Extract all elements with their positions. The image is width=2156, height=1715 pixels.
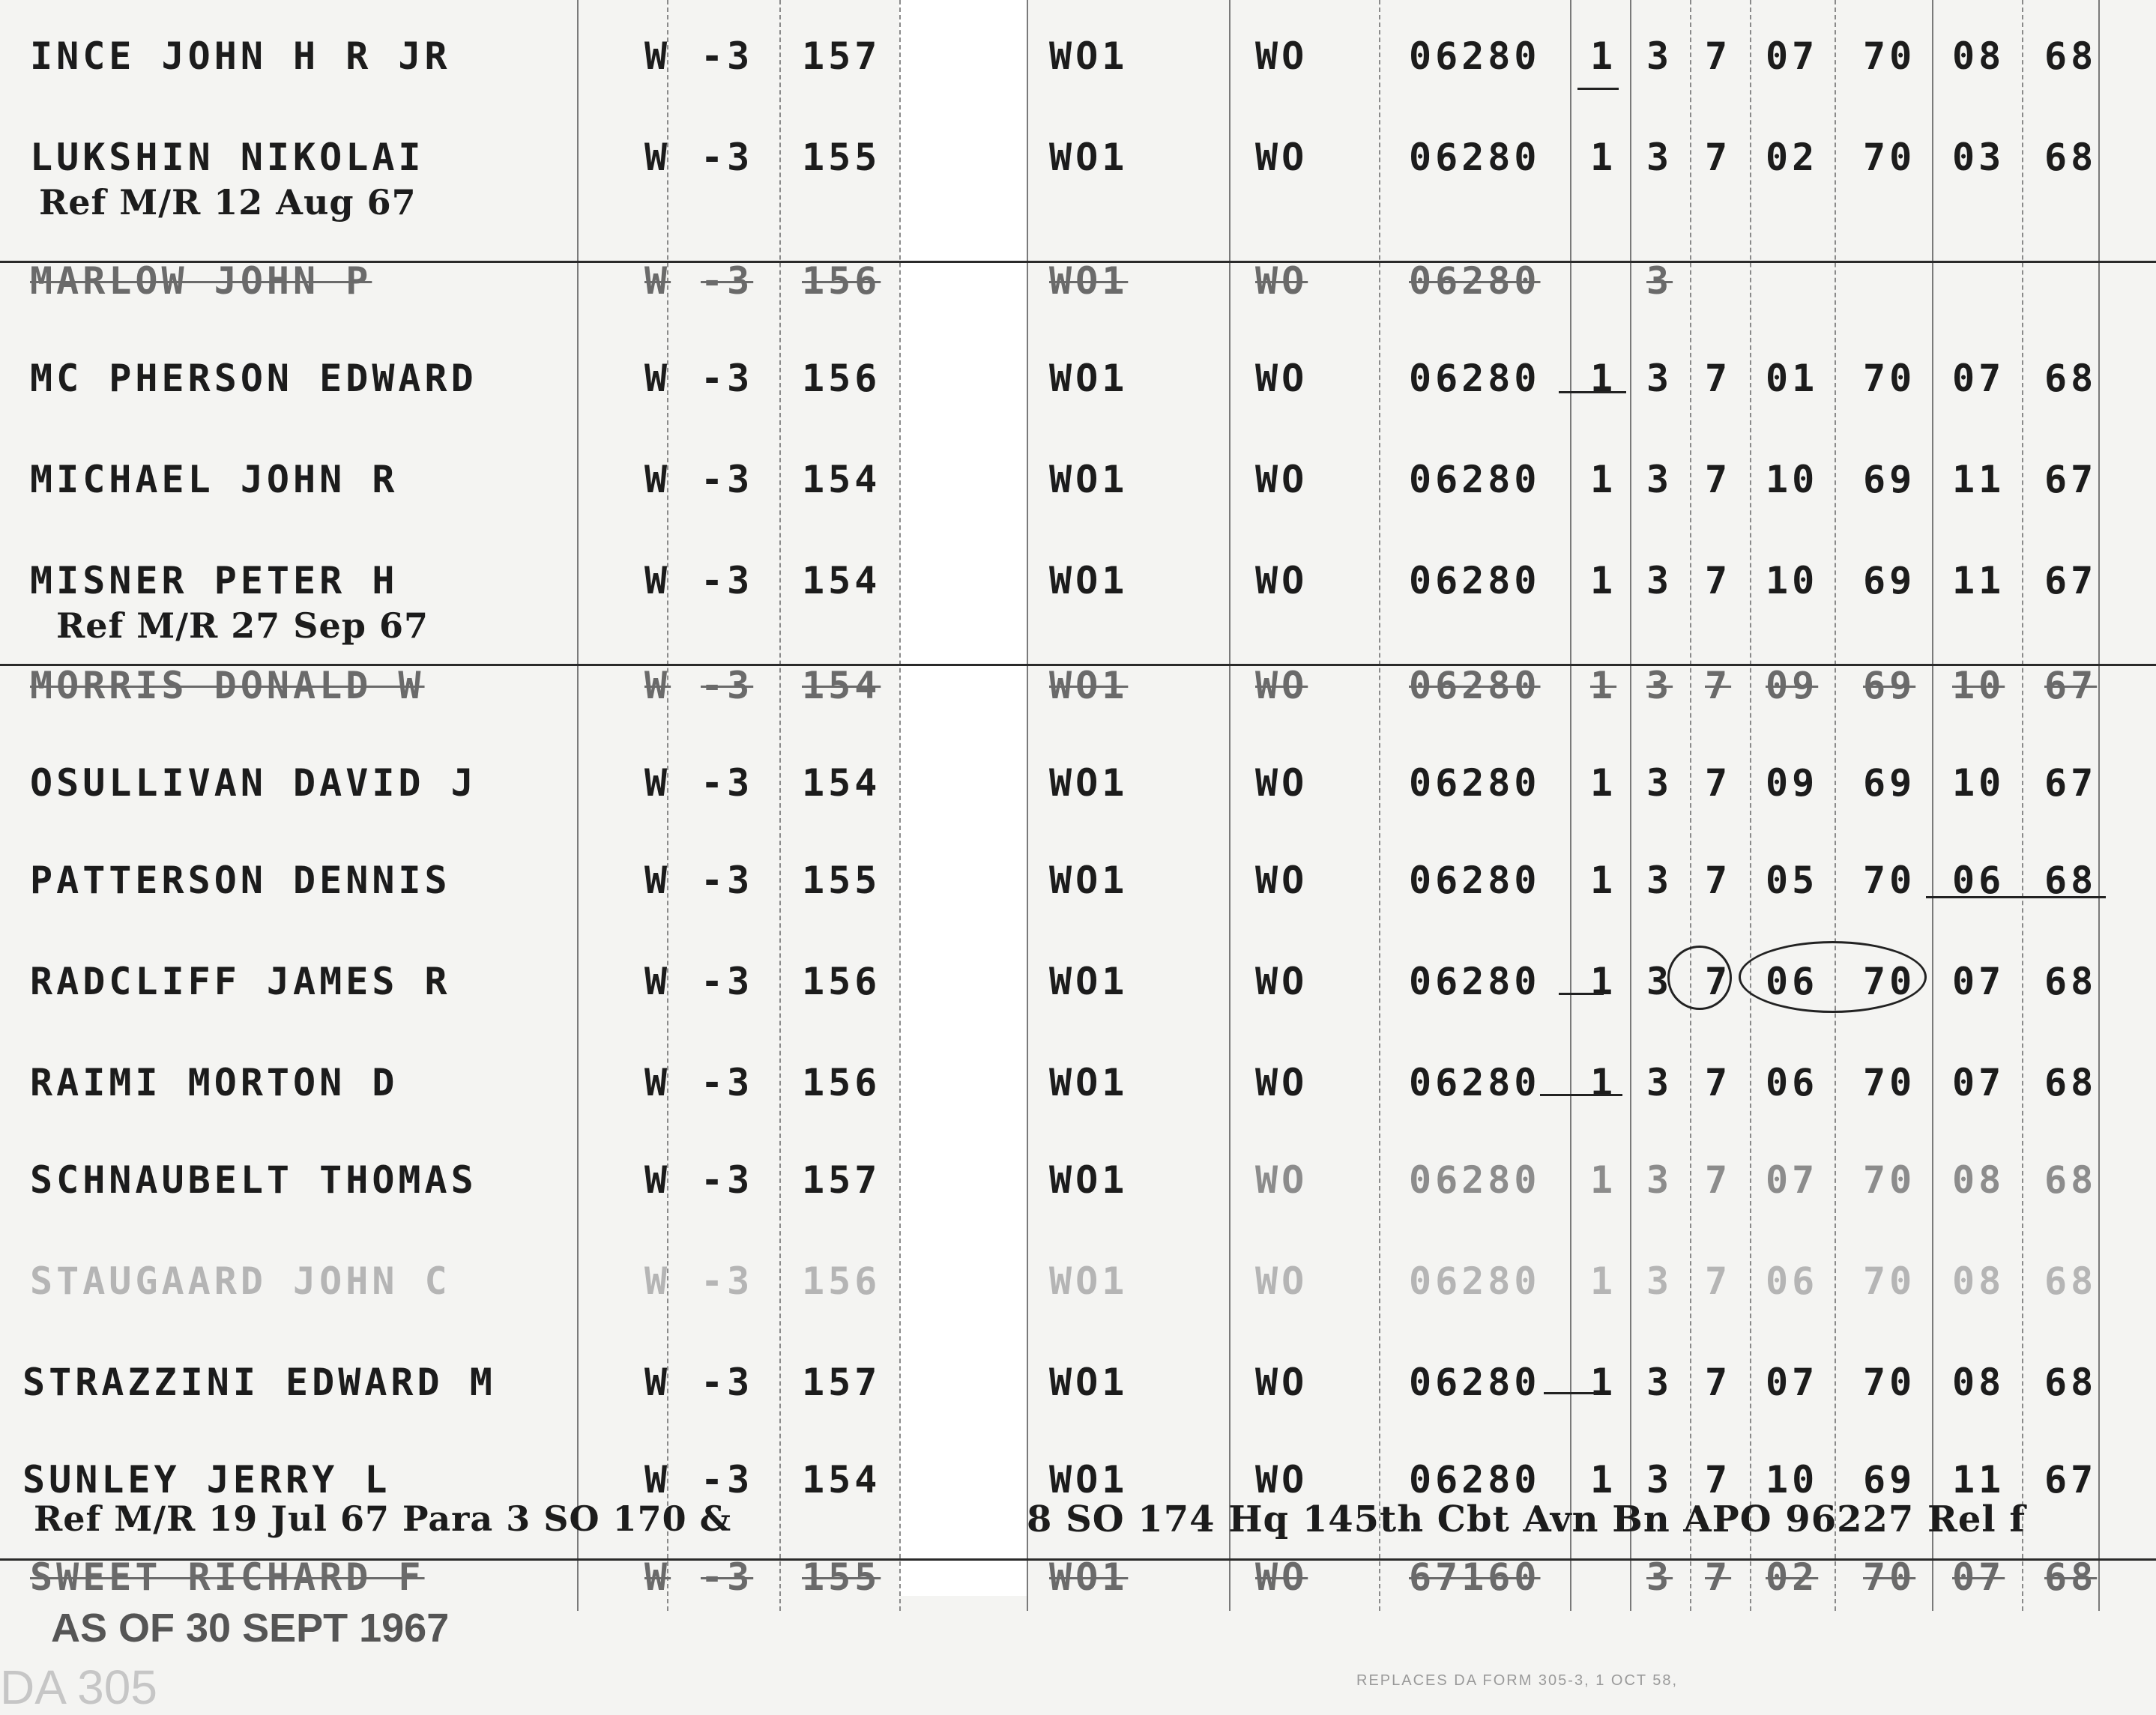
code-b: 3	[1646, 1061, 1673, 1104]
soldier-name: STRAZZINI EDWARD M	[22, 1361, 496, 1404]
rank: WO1	[1049, 960, 1129, 1003]
rank: WO1	[1049, 357, 1129, 400]
date-year-2: 67	[2044, 761, 2098, 805]
sequence-number: 156	[802, 1061, 881, 1104]
code-a: 1	[1590, 1361, 1617, 1404]
rank: WO1	[1049, 458, 1129, 501]
strike-through-line	[0, 664, 2156, 666]
row-note: Ref M/R 19 Jul 67 Para 3 SO 170 &	[34, 1498, 732, 1539]
rank-class: WO	[1255, 1555, 1308, 1599]
code-b: 3	[1646, 1458, 1673, 1501]
rank: WO1	[1049, 1458, 1129, 1501]
date-year-1: 69	[1863, 664, 1916, 707]
component: W	[644, 664, 671, 707]
sequence-number: 157	[802, 34, 881, 78]
soldier-name: MISNER PETER H	[30, 559, 399, 602]
date-year-2: 67	[2044, 458, 2098, 501]
code-c: 7	[1705, 960, 1732, 1003]
roster-row-struck	[0, 225, 2156, 324]
date-year-2: 68	[2044, 357, 2098, 400]
date-year-2: 68	[2044, 1259, 2098, 1303]
date-year-2: 67	[2044, 664, 2098, 707]
soldier-name: OSULLIVAN DAVID J	[30, 761, 477, 805]
rank-class: WO	[1255, 960, 1308, 1003]
component: W	[644, 1458, 671, 1501]
date-year-1: 70	[1863, 1061, 1916, 1104]
roster-row	[0, 524, 2156, 646]
sequence-number: 156	[802, 357, 881, 400]
soldier-name: MORRIS DONALD W	[30, 664, 425, 707]
date-year-2: 68	[2044, 136, 2098, 179]
date-year-2: 67	[2044, 1458, 2098, 1501]
date-month-2: 10	[1952, 761, 2005, 805]
pen-underline	[1540, 1094, 1622, 1096]
mos-code: 06280	[1409, 458, 1541, 501]
date-year-1: 70	[1863, 357, 1916, 400]
form-replaces-note: REPLACES DA FORM 305-3, 1 OCT 58,	[1356, 1672, 1679, 1689]
rank: WO1	[1049, 259, 1129, 303]
date-month-1: 05	[1766, 859, 1819, 902]
sequence-number: 156	[802, 1259, 881, 1303]
code-b: 3	[1646, 34, 1673, 78]
date-month-1: 01	[1766, 357, 1819, 400]
row-note: Ref M/R 27 Sep 67	[56, 605, 429, 646]
as-of-date-stamp: AS OF 30 SEPT 1967	[51, 1606, 450, 1651]
sequence-number: 154	[802, 1458, 881, 1501]
grade: -3	[701, 34, 754, 78]
date-year-2: 67	[2044, 559, 2098, 602]
mos-code: 06280	[1409, 664, 1541, 707]
date-month-1: 09	[1766, 664, 1819, 707]
sequence-number: 157	[802, 1158, 881, 1202]
date-month-1: 06	[1766, 1259, 1819, 1303]
mos-code: 67160	[1409, 1555, 1541, 1599]
rank-class: WO	[1255, 1458, 1308, 1501]
rank: WO1	[1049, 559, 1129, 602]
date-month-1: 10	[1766, 458, 1819, 501]
strike-through-line	[0, 1558, 2156, 1561]
date-month-2: 08	[1952, 34, 2005, 78]
soldier-name: PATTERSON DENNIS	[30, 859, 451, 902]
code-a: 1	[1590, 458, 1617, 501]
code-c: 7	[1705, 1458, 1732, 1501]
date-year-2: 68	[2044, 1158, 2098, 1202]
mos-code: 06280	[1409, 34, 1541, 78]
mos-code: 06280	[1409, 960, 1541, 1003]
code-c: 7	[1705, 136, 1732, 179]
code-b: 3	[1646, 559, 1673, 602]
grade: -3	[701, 259, 754, 303]
rank: WO1	[1049, 1361, 1129, 1404]
date-month-1: 02	[1766, 136, 1819, 179]
date-month-2: 07	[1952, 357, 2005, 400]
date-year-2: 68	[2044, 960, 2098, 1003]
date-year-2: 68	[2044, 1555, 2098, 1599]
rank-class: WO	[1255, 1259, 1308, 1303]
date-year-1: 70	[1863, 960, 1916, 1003]
sequence-number: 155	[802, 136, 881, 179]
row-note: Ref M/R 12 Aug 67	[39, 182, 417, 223]
component: W	[644, 34, 671, 78]
code-b: 3	[1646, 1361, 1673, 1404]
date-year-1: 70	[1863, 1361, 1916, 1404]
code-a: 1	[1590, 664, 1617, 707]
date-month-1: 02	[1766, 1555, 1819, 1599]
roster-row	[0, 727, 2156, 826]
rank-class: WO	[1255, 1361, 1308, 1404]
code-b: 3	[1646, 1259, 1673, 1303]
component: W	[644, 960, 671, 1003]
pen-underline	[1926, 896, 2106, 898]
code-a: 1	[1590, 559, 1617, 602]
date-month-2: 10	[1952, 664, 2005, 707]
rank-class: WO	[1255, 664, 1308, 707]
date-month-1: 06	[1766, 1061, 1819, 1104]
date-year-1: 70	[1863, 1259, 1916, 1303]
rank: WO1	[1049, 859, 1129, 902]
sequence-number: 155	[802, 1555, 881, 1599]
rank: WO1	[1049, 664, 1129, 707]
mos-code: 06280	[1409, 136, 1541, 179]
component: W	[644, 458, 671, 501]
date-month-2: 11	[1952, 458, 2005, 501]
code-b: 3	[1646, 458, 1673, 501]
date-month-2: 11	[1952, 559, 2005, 602]
rank-class: WO	[1255, 34, 1308, 78]
component: W	[644, 1361, 671, 1404]
date-month-1: 07	[1766, 34, 1819, 78]
pen-circle	[1667, 946, 1732, 1010]
component: W	[644, 1259, 671, 1303]
sequence-number: 154	[802, 761, 881, 805]
roster-row-faded	[0, 1225, 2156, 1324]
code-b: 3	[1646, 1555, 1673, 1599]
rank-class: WO	[1255, 259, 1308, 303]
date-year-2: 68	[2044, 34, 2098, 78]
code-c: 7	[1705, 559, 1732, 602]
mos-code: 06280	[1409, 1259, 1541, 1303]
date-month-2: 03	[1952, 136, 2005, 179]
grade: -3	[701, 1061, 754, 1104]
code-b: 3	[1646, 664, 1673, 707]
roster-row	[0, 1026, 2156, 1125]
code-c: 7	[1705, 664, 1732, 707]
date-year-1: 70	[1863, 136, 1916, 179]
mos-code: 06280	[1409, 859, 1541, 902]
sequence-number: 154	[802, 458, 881, 501]
date-month-1: 07	[1766, 1361, 1819, 1404]
grade: -3	[701, 664, 754, 707]
code-c: 7	[1705, 34, 1732, 78]
grade: -3	[701, 357, 754, 400]
date-year-2: 68	[2044, 1061, 2098, 1104]
soldier-name: MARLOW JOHN P	[30, 259, 372, 303]
rank: WO1	[1049, 1259, 1129, 1303]
mos-code: 06280	[1409, 1361, 1541, 1404]
soldier-name: INCE JOHN H R JR	[30, 34, 451, 78]
date-month-2: 07	[1952, 1555, 2005, 1599]
grade: -3	[701, 1555, 754, 1599]
roster-row	[0, 101, 2156, 223]
roster-row	[0, 322, 2156, 421]
component: W	[644, 1061, 671, 1104]
code-a: 1	[1590, 960, 1617, 1003]
mos-code: 06280	[1409, 1061, 1541, 1104]
code-b: 3	[1646, 859, 1673, 902]
code-a: 1	[1590, 34, 1617, 78]
sequence-number: 156	[802, 259, 881, 303]
grade: -3	[701, 1259, 754, 1303]
date-year-1: 69	[1863, 559, 1916, 602]
grade: -3	[701, 1361, 754, 1404]
code-b: 3	[1646, 761, 1673, 805]
roster-row	[0, 1124, 2156, 1223]
component: W	[644, 761, 671, 805]
rank: WO1	[1049, 34, 1129, 78]
rank-class: WO	[1255, 136, 1308, 179]
soldier-name: SUNLEY JERRY L	[22, 1458, 391, 1501]
date-month-1: 09	[1766, 761, 1819, 805]
soldier-name: RAIMI MORTON D	[30, 1061, 399, 1104]
mos-code: 06280	[1409, 761, 1541, 805]
rank-class: WO	[1255, 859, 1308, 902]
date-month-2: 07	[1952, 1061, 2005, 1104]
sequence-number: 154	[802, 559, 881, 602]
soldier-name: STAUGAARD JOHN C	[30, 1259, 451, 1303]
rank: WO1	[1049, 761, 1129, 805]
roster-row	[0, 423, 2156, 522]
grade: -3	[701, 559, 754, 602]
roster-row	[0, 824, 2156, 923]
grade: -3	[701, 960, 754, 1003]
code-b: 3	[1646, 259, 1673, 303]
component: W	[644, 136, 671, 179]
code-a: 1	[1590, 357, 1617, 400]
date-year-2: 68	[2044, 859, 2098, 902]
date-year-1: 69	[1863, 458, 1916, 501]
code-c: 7	[1705, 1361, 1732, 1404]
code-c: 7	[1705, 1259, 1732, 1303]
sequence-number: 156	[802, 960, 881, 1003]
code-a: 1	[1590, 1158, 1617, 1202]
rank-class: WO	[1255, 357, 1308, 400]
code-c: 7	[1705, 1061, 1732, 1104]
rank-class: WO	[1255, 458, 1308, 501]
code-b: 3	[1646, 136, 1673, 179]
code-c: 7	[1705, 859, 1732, 902]
mos-code: 06280	[1409, 559, 1541, 602]
soldier-name: LUKSHIN NIKOLAI	[30, 136, 425, 179]
pen-underline	[1559, 993, 1604, 995]
date-month-1: 10	[1766, 559, 1819, 602]
soldier-name: RADCLIFF JAMES R	[30, 960, 451, 1003]
pen-underline	[1559, 391, 1626, 393]
rank: WO1	[1049, 1158, 1129, 1202]
date-month-2: 08	[1952, 1259, 2005, 1303]
grade: -3	[701, 1458, 754, 1501]
code-b: 3	[1646, 357, 1673, 400]
code-a: 1	[1590, 761, 1617, 805]
pen-circle	[1739, 941, 1927, 1013]
sequence-number: 157	[802, 1361, 881, 1404]
soldier-name: SCHNAUBELT THOMAS	[30, 1158, 477, 1202]
rank-class: WO	[1255, 1061, 1308, 1104]
code-a: 1	[1590, 136, 1617, 179]
grade: -3	[701, 1158, 754, 1202]
date-year-1: 69	[1863, 1458, 1916, 1501]
mos-code: 06280	[1409, 357, 1541, 400]
component: W	[644, 559, 671, 602]
date-month-2: 06	[1952, 859, 2005, 902]
component: W	[644, 859, 671, 902]
date-year-1: 70	[1863, 1555, 1916, 1599]
rank: WO1	[1049, 1555, 1129, 1599]
date-month-2: 08	[1952, 1361, 2005, 1404]
rank: WO1	[1049, 136, 1129, 179]
soldier-name: SWEET RICHARD F	[30, 1555, 425, 1599]
code-a: 1	[1590, 859, 1617, 902]
roster-row-struck	[0, 629, 2156, 728]
mos-code: 06280	[1409, 1158, 1541, 1202]
sequence-number: 155	[802, 859, 881, 902]
code-b: 3	[1646, 960, 1673, 1003]
date-year-1: 70	[1863, 859, 1916, 902]
roster-row	[0, 1326, 2156, 1425]
mos-code: 06280	[1409, 1458, 1541, 1501]
component: W	[644, 357, 671, 400]
code-a: 1	[1590, 1458, 1617, 1501]
soldier-name: MICHAEL JOHN R	[30, 458, 399, 501]
mos-code: 06280	[1409, 259, 1541, 303]
date-month-1: 10	[1766, 1458, 1819, 1501]
rank-class: WO	[1255, 559, 1308, 602]
code-a: 1	[1590, 1061, 1617, 1104]
date-year-1: 70	[1863, 34, 1916, 78]
roster-row	[0, 0, 2156, 99]
code-a: 1	[1590, 1259, 1617, 1303]
rank: WO1	[1049, 1061, 1129, 1104]
component: W	[644, 259, 671, 303]
form-number: DA 305	[0, 1660, 157, 1714]
date-month-2: 08	[1952, 1158, 2005, 1202]
component: W	[644, 1555, 671, 1599]
code-c: 7	[1705, 761, 1732, 805]
code-c: 7	[1705, 1158, 1732, 1202]
date-month-1: 06	[1766, 960, 1819, 1003]
date-month-2: 11	[1952, 1458, 2005, 1501]
grade: -3	[701, 859, 754, 902]
grade: -3	[701, 761, 754, 805]
strike-through-line	[0, 261, 2156, 263]
grade: -3	[701, 136, 754, 179]
soldier-name: MC PHERSON EDWARD	[30, 357, 477, 400]
row-note-continuation: 8 SO 174 Hq 145th Cbt Avn Bn APO 96227 Rel f	[1027, 1498, 2026, 1540]
date-year-1: 69	[1863, 761, 1916, 805]
date-year-1: 70	[1863, 1158, 1916, 1202]
date-year-2: 68	[2044, 1361, 2098, 1404]
grade: -3	[701, 458, 754, 501]
code-c: 7	[1705, 1555, 1732, 1599]
code-c: 7	[1705, 357, 1732, 400]
pen-underline	[1577, 88, 1619, 90]
date-month-2: 07	[1952, 960, 2005, 1003]
code-b: 3	[1646, 1158, 1673, 1202]
pen-underline	[1544, 1392, 1596, 1394]
rank-class: WO	[1255, 1158, 1308, 1202]
sequence-number: 154	[802, 664, 881, 707]
date-month-1: 07	[1766, 1158, 1819, 1202]
code-c: 7	[1705, 458, 1732, 501]
rank-class: WO	[1255, 761, 1308, 805]
component: W	[644, 1158, 671, 1202]
